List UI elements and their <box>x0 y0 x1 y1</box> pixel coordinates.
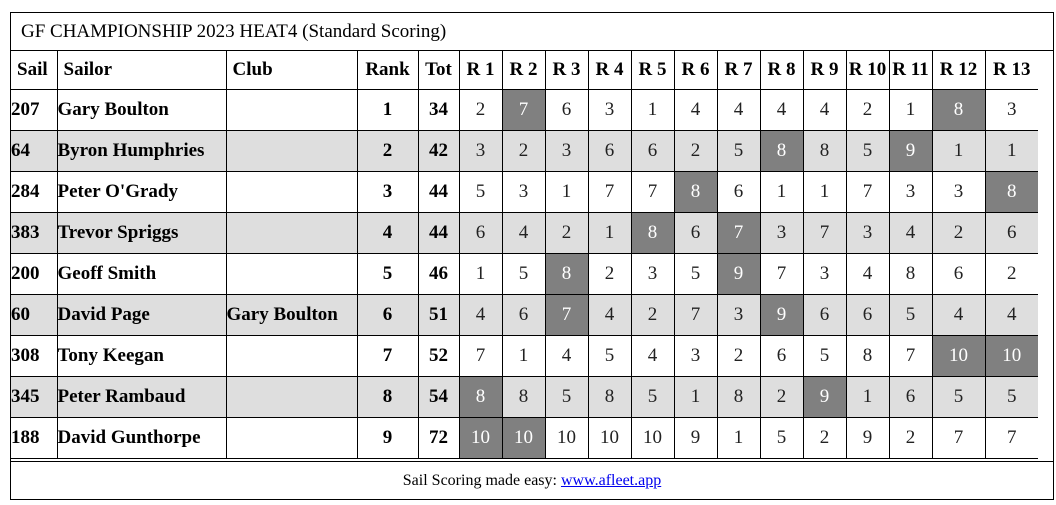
race-score: 6 <box>545 89 588 130</box>
race-score: 2 <box>631 294 674 335</box>
race-score: 8 <box>674 171 717 212</box>
race-score: 7 <box>588 171 631 212</box>
race-score: 2 <box>588 253 631 294</box>
race-score: 8 <box>760 130 803 171</box>
race-score: 8 <box>459 376 502 417</box>
page-title: GF CHAMPIONSHIP 2023 HEAT4 (Standard Scoring) <box>11 13 1053 51</box>
race-score: 8 <box>985 171 1038 212</box>
total-points: 72 <box>418 417 459 458</box>
table-row <box>11 130 1038 171</box>
race-score: 2 <box>985 253 1038 294</box>
race-score: 4 <box>803 89 846 130</box>
race-score: 1 <box>846 376 889 417</box>
race-score: 5 <box>674 253 717 294</box>
table-row <box>11 294 1038 335</box>
sailor-name: Byron Humphries <box>57 130 226 171</box>
rank: 6 <box>357 294 418 335</box>
column-header-r13: R 13 <box>985 51 1038 89</box>
race-score: 9 <box>889 130 932 171</box>
sailor-name: David Gunthorpe <box>57 417 226 458</box>
table-row <box>11 253 1038 294</box>
race-score: 7 <box>846 171 889 212</box>
column-header-tot: Tot <box>418 51 459 89</box>
race-score: 3 <box>760 212 803 253</box>
club-name <box>226 212 357 253</box>
race-score: 9 <box>803 376 846 417</box>
race-score: 2 <box>545 212 588 253</box>
race-score: 4 <box>932 294 985 335</box>
race-score: 4 <box>459 294 502 335</box>
sailor-name: Peter O'Grady <box>57 171 226 212</box>
total-points: 42 <box>418 130 459 171</box>
race-score: 6 <box>760 335 803 376</box>
rank: 4 <box>357 212 418 253</box>
race-score: 10 <box>985 335 1038 376</box>
race-score: 9 <box>717 253 760 294</box>
race-score: 1 <box>459 253 502 294</box>
table-row <box>11 417 1038 458</box>
race-score: 10 <box>502 417 545 458</box>
race-score: 2 <box>760 376 803 417</box>
club-name <box>226 417 357 458</box>
column-header-r6: R 6 <box>674 51 717 89</box>
race-score: 1 <box>889 89 932 130</box>
race-score: 6 <box>803 294 846 335</box>
column-header-r7: R 7 <box>717 51 760 89</box>
total-points: 52 <box>418 335 459 376</box>
race-score: 8 <box>803 130 846 171</box>
column-header-r11: R 11 <box>889 51 932 89</box>
total-points: 44 <box>418 212 459 253</box>
race-score: 1 <box>674 376 717 417</box>
column-header-r9: R 9 <box>803 51 846 89</box>
race-score: 5 <box>889 294 932 335</box>
race-score: 8 <box>846 335 889 376</box>
race-score: 5 <box>985 376 1038 417</box>
race-score: 7 <box>932 417 985 458</box>
race-score: 4 <box>631 335 674 376</box>
race-score: 8 <box>889 253 932 294</box>
race-score: 5 <box>588 335 631 376</box>
race-score: 8 <box>588 376 631 417</box>
column-header-r3: R 3 <box>545 51 588 89</box>
sail-number: 383 <box>11 212 57 253</box>
race-score: 3 <box>631 253 674 294</box>
column-header-r8: R 8 <box>760 51 803 89</box>
race-score: 1 <box>985 130 1038 171</box>
race-score: 10 <box>932 335 985 376</box>
race-score: 1 <box>760 171 803 212</box>
race-score: 7 <box>889 335 932 376</box>
race-score: 4 <box>502 212 545 253</box>
column-header-r2: R 2 <box>502 51 545 89</box>
sail-number: 64 <box>11 130 57 171</box>
table-row <box>11 212 1038 253</box>
race-score: 5 <box>502 253 545 294</box>
race-score: 6 <box>502 294 545 335</box>
column-header-r12: R 12 <box>932 51 985 89</box>
column-header-r5: R 5 <box>631 51 674 89</box>
race-score: 4 <box>674 89 717 130</box>
sailor-name: Tony Keegan <box>57 335 226 376</box>
race-score: 8 <box>631 212 674 253</box>
race-score: 7 <box>985 417 1038 458</box>
total-points: 34 <box>418 89 459 130</box>
race-score: 6 <box>846 294 889 335</box>
column-header-r1: R 1 <box>459 51 502 89</box>
column-header-r4: R 4 <box>588 51 631 89</box>
club-name <box>226 253 357 294</box>
race-score: 7 <box>459 335 502 376</box>
race-score: 3 <box>889 171 932 212</box>
table-row <box>11 335 1038 376</box>
sailor-name: Trevor Spriggs <box>57 212 226 253</box>
race-score: 3 <box>459 130 502 171</box>
race-score: 6 <box>985 212 1038 253</box>
race-score: 7 <box>760 253 803 294</box>
race-score: 2 <box>502 130 545 171</box>
afleet-link[interactable]: www.afleet.app <box>560 472 662 489</box>
race-score: 1 <box>502 335 545 376</box>
race-score: 1 <box>717 417 760 458</box>
race-score: 5 <box>760 417 803 458</box>
race-score: 3 <box>588 89 631 130</box>
race-score: 2 <box>717 335 760 376</box>
column-header-sail: Sail <box>11 51 57 89</box>
race-score: 4 <box>760 89 803 130</box>
race-score: 3 <box>545 130 588 171</box>
club-name: Gary Boulton <box>226 294 357 335</box>
race-score: 1 <box>588 212 631 253</box>
race-score: 7 <box>674 294 717 335</box>
race-score: 6 <box>674 212 717 253</box>
race-score: 7 <box>631 171 674 212</box>
club-name <box>226 130 357 171</box>
race-score: 3 <box>674 335 717 376</box>
race-score: 4 <box>846 253 889 294</box>
race-score: 6 <box>459 212 502 253</box>
race-score: 1 <box>803 171 846 212</box>
race-score: 5 <box>803 335 846 376</box>
total-points: 54 <box>418 376 459 417</box>
footer-text: Sail Scoring made easy: <box>402 472 561 489</box>
rank: 3 <box>357 171 418 212</box>
sail-number: 207 <box>11 89 57 130</box>
race-score: 2 <box>803 417 846 458</box>
race-score: 10 <box>588 417 631 458</box>
race-score: 5 <box>932 376 985 417</box>
race-score: 4 <box>545 335 588 376</box>
sail-number: 60 <box>11 294 57 335</box>
race-score: 4 <box>588 294 631 335</box>
race-score: 7 <box>717 212 760 253</box>
club-name <box>226 89 357 130</box>
race-score: 1 <box>631 89 674 130</box>
race-score: 8 <box>545 253 588 294</box>
race-score: 3 <box>803 253 846 294</box>
sail-number: 200 <box>11 253 57 294</box>
results-panel <box>10 12 1054 500</box>
total-points: 44 <box>418 171 459 212</box>
rank: 5 <box>357 253 418 294</box>
club-name <box>226 376 357 417</box>
sail-number: 308 <box>11 335 57 376</box>
column-header-r10: R 10 <box>846 51 889 89</box>
race-score: 5 <box>631 376 674 417</box>
race-score: 3 <box>502 171 545 212</box>
race-score: 2 <box>674 130 717 171</box>
race-score: 5 <box>459 171 502 212</box>
club-name <box>226 171 357 212</box>
header-row <box>11 51 1038 89</box>
race-score: 8 <box>932 89 985 130</box>
race-score: 5 <box>846 130 889 171</box>
sailor-name: David Page <box>57 294 226 335</box>
race-score: 6 <box>631 130 674 171</box>
race-score: 6 <box>588 130 631 171</box>
race-score: 3 <box>985 89 1038 130</box>
race-score: 2 <box>889 417 932 458</box>
race-score: 2 <box>459 89 502 130</box>
race-score: 1 <box>545 171 588 212</box>
club-name <box>226 335 357 376</box>
sailor-name: Peter Rambaud <box>57 376 226 417</box>
table-row <box>11 376 1038 417</box>
column-header-club: Club <box>226 51 357 89</box>
results-table <box>11 51 1038 459</box>
footer <box>11 461 1053 499</box>
rank: 2 <box>357 130 418 171</box>
race-score: 3 <box>932 171 985 212</box>
sailor-name: Geoff Smith <box>57 253 226 294</box>
race-score: 4 <box>889 212 932 253</box>
race-score: 5 <box>545 376 588 417</box>
table-row <box>11 171 1038 212</box>
race-score: 6 <box>889 376 932 417</box>
race-score: 6 <box>932 253 985 294</box>
race-score: 9 <box>674 417 717 458</box>
race-score: 6 <box>717 171 760 212</box>
rank: 7 <box>357 335 418 376</box>
race-score: 10 <box>459 417 502 458</box>
race-score: 1 <box>932 130 985 171</box>
race-score: 4 <box>717 89 760 130</box>
race-score: 2 <box>932 212 985 253</box>
race-score: 10 <box>545 417 588 458</box>
race-score: 10 <box>631 417 674 458</box>
race-score: 5 <box>717 130 760 171</box>
total-points: 46 <box>418 253 459 294</box>
race-score: 4 <box>985 294 1038 335</box>
rank: 1 <box>357 89 418 130</box>
sail-number: 345 <box>11 376 57 417</box>
race-score: 7 <box>545 294 588 335</box>
table-row <box>11 89 1038 130</box>
sail-number: 284 <box>11 171 57 212</box>
rank: 9 <box>357 417 418 458</box>
column-header-rank: Rank <box>357 51 418 89</box>
sailor-name: Gary Boulton <box>57 89 226 130</box>
race-score: 8 <box>717 376 760 417</box>
column-header-sailor: Sailor <box>57 51 226 89</box>
race-score: 8 <box>502 376 545 417</box>
race-score: 7 <box>502 89 545 130</box>
race-score: 9 <box>760 294 803 335</box>
race-score: 2 <box>846 89 889 130</box>
total-points: 51 <box>418 294 459 335</box>
race-score: 7 <box>803 212 846 253</box>
sail-number: 188 <box>11 417 57 458</box>
rank: 8 <box>357 376 418 417</box>
race-score: 9 <box>846 417 889 458</box>
race-score: 3 <box>846 212 889 253</box>
race-score: 3 <box>717 294 760 335</box>
